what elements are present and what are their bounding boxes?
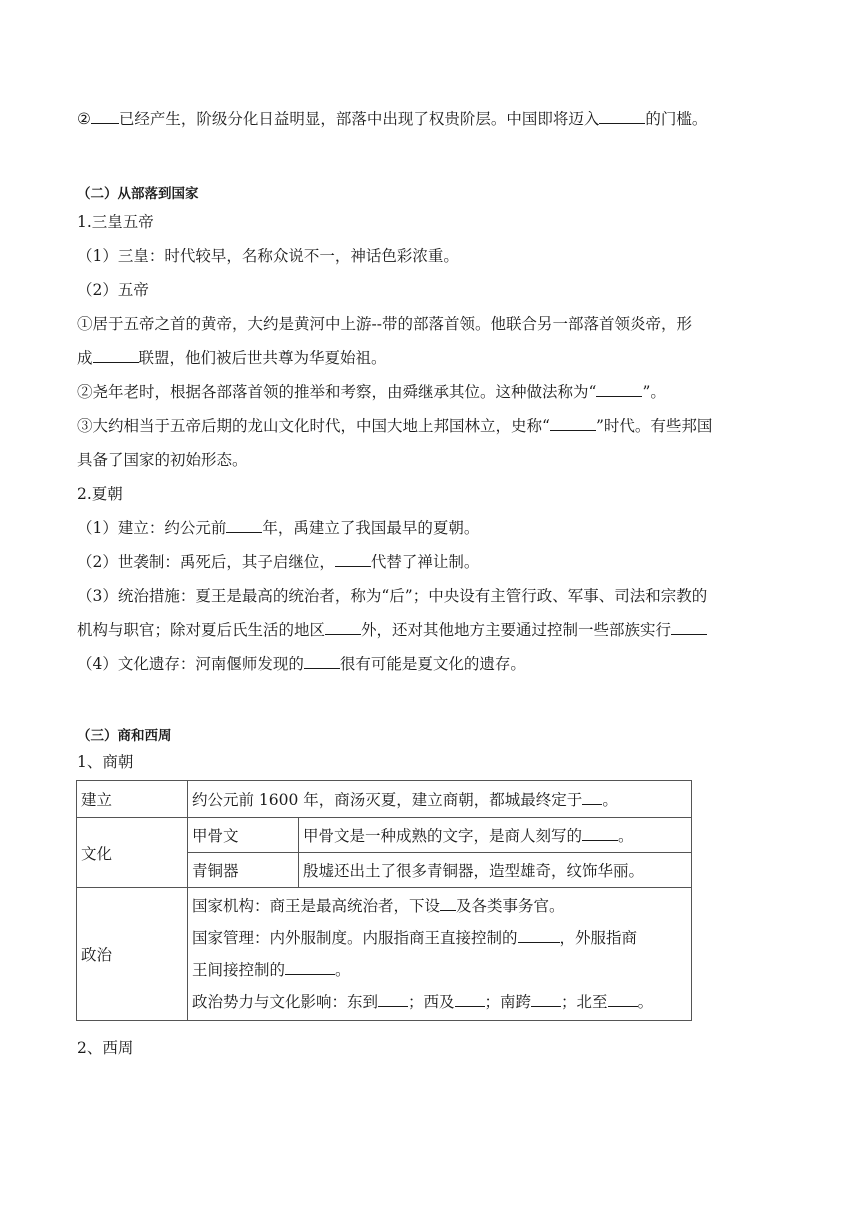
table-row <box>77 888 692 1021</box>
text: 甲骨文是一种成熟的文字，是商人刻写的 <box>303 827 583 845</box>
text-line: 具备了国家的初始形态。 <box>77 451 248 469</box>
sub-label: 青铜器 <box>188 853 299 888</box>
text: 成 <box>77 349 93 367</box>
subsection-title: 1.三皇五帝 <box>77 213 154 231</box>
subsection-title: 1、商朝 <box>77 753 134 771</box>
text: 年，禹建立了我国最早的夏朝。 <box>262 519 480 537</box>
text: 机构与职官；除对夏后氏生活的地区 <box>77 621 326 639</box>
text: 。 <box>602 791 618 809</box>
text: ；南跨 <box>484 993 532 1011</box>
fill-blank[interactable] <box>455 992 485 1007</box>
fill-blank[interactable] <box>93 348 139 363</box>
cell-line <box>192 890 687 922</box>
text: 政治势力与文化影响：东到 <box>192 993 379 1011</box>
fill-blank[interactable] <box>91 109 119 124</box>
text: 代替了禅让制。 <box>370 553 480 571</box>
fill-blank[interactable] <box>582 790 602 805</box>
table-cell: 殷墟还出土了很多青铜器，造型雄奇，纹饰华丽。 <box>299 853 692 888</box>
text: ② <box>77 110 91 128</box>
fill-blank[interactable] <box>550 416 596 431</box>
fill-blank[interactable] <box>518 928 560 943</box>
text-line <box>77 381 787 403</box>
text: 约公元前 1600 年，商汤灭夏，建立商朝，都城最终定于 <box>192 791 583 809</box>
table-cell <box>188 888 692 1021</box>
text: 国家机构：商王是最高统治者，下设 <box>192 897 441 915</box>
text: 及各类事务官。 <box>456 897 565 915</box>
text-line: ①居于五帝之首的黄帝，大约是黄河中上游--带的部落首领。他联合另一部落首领炎帝，形 <box>77 315 692 333</box>
fill-blank[interactable] <box>335 552 371 567</box>
text: 已经产生，阶级分化日益明显，部落中出现了权贵阶层。中国即将迈入 <box>118 110 600 128</box>
text: 王间接控制的 <box>192 961 286 979</box>
text: ③大约相当于五帝后期的龙山文化时代，中国大地上邦国林立，史称“ <box>77 417 550 435</box>
text-line <box>77 653 787 675</box>
fill-blank[interactable] <box>582 826 618 841</box>
subsection-title: 2.夏朝 <box>77 485 123 503</box>
fill-blank[interactable] <box>531 992 561 1007</box>
shang-dynasty-table <box>76 780 692 1021</box>
text: 。 <box>335 961 351 979</box>
fill-blank[interactable] <box>599 109 645 124</box>
fill-blank[interactable] <box>596 382 642 397</box>
row-label: 文化 <box>77 818 188 888</box>
text-line <box>77 108 787 130</box>
cell-line <box>192 954 687 986</box>
text: 。 <box>618 827 634 845</box>
text: ；北至 <box>561 993 608 1011</box>
subsection-title: 2、西周 <box>77 1039 134 1057</box>
fill-blank[interactable] <box>285 960 335 975</box>
row-label: 政治 <box>77 888 188 1021</box>
fill-blank[interactable] <box>325 620 361 635</box>
table-row <box>77 781 692 818</box>
table-cell <box>299 818 692 853</box>
text: 外，还对其他地方主要通过控制一些部族实行 <box>361 621 672 639</box>
text: （1）建立：约公元前 <box>77 519 227 537</box>
fill-blank[interactable] <box>304 654 340 669</box>
text: （4）文化遗存：河南偃师发现的 <box>77 655 304 673</box>
cell-line <box>192 986 687 1018</box>
sub-label: 甲骨文 <box>188 818 299 853</box>
fill-blank[interactable] <box>378 992 408 1007</box>
text: ②尧年老时，根据各部落首领的推举和考察，由舜继承其位。这种做法称为“ <box>77 383 597 401</box>
section-heading: （三）商和西周 <box>77 728 172 744</box>
text-line <box>77 619 787 641</box>
text-line: （2）五帝 <box>77 281 149 299</box>
fill-blank[interactable] <box>608 992 638 1007</box>
text: 国家管理：内外服制度。内服指商王直接控制的 <box>192 929 518 947</box>
text: ”。 <box>642 383 666 401</box>
text: ；西及 <box>408 993 455 1011</box>
row-label: 建立 <box>77 781 188 818</box>
text-line <box>77 551 787 573</box>
text: 。 <box>637 993 654 1011</box>
text: ”时代。有些邦国 <box>595 417 713 435</box>
text-line: （3）统治措施：夏王是最高的统治者，称为“后”；中央设有主管行政、军事、司法和宗教的 <box>77 587 708 605</box>
text: 联盟，他们被后世共尊为华夏始祖。 <box>138 349 387 367</box>
text-line: （1）三皇：时代较早，名称众说不一，神话色彩浓重。 <box>77 247 459 265</box>
text: （2）世袭制：禹死后，其子启继位， <box>77 553 335 571</box>
fill-blank[interactable] <box>226 518 262 533</box>
table-row <box>77 818 692 853</box>
text-line <box>77 347 787 369</box>
fill-blank[interactable] <box>440 896 456 911</box>
cell-line <box>192 922 687 954</box>
fill-blank[interactable] <box>671 620 707 635</box>
text: 的门槛。 <box>645 110 708 128</box>
table-cell <box>188 781 692 818</box>
section-heading: （二）从部落到国家 <box>77 186 199 202</box>
text: 很有可能是夏文化的遗存。 <box>339 655 526 673</box>
text-line <box>77 517 787 539</box>
text: ，外服指商 <box>559 929 638 947</box>
text-line <box>77 415 787 437</box>
